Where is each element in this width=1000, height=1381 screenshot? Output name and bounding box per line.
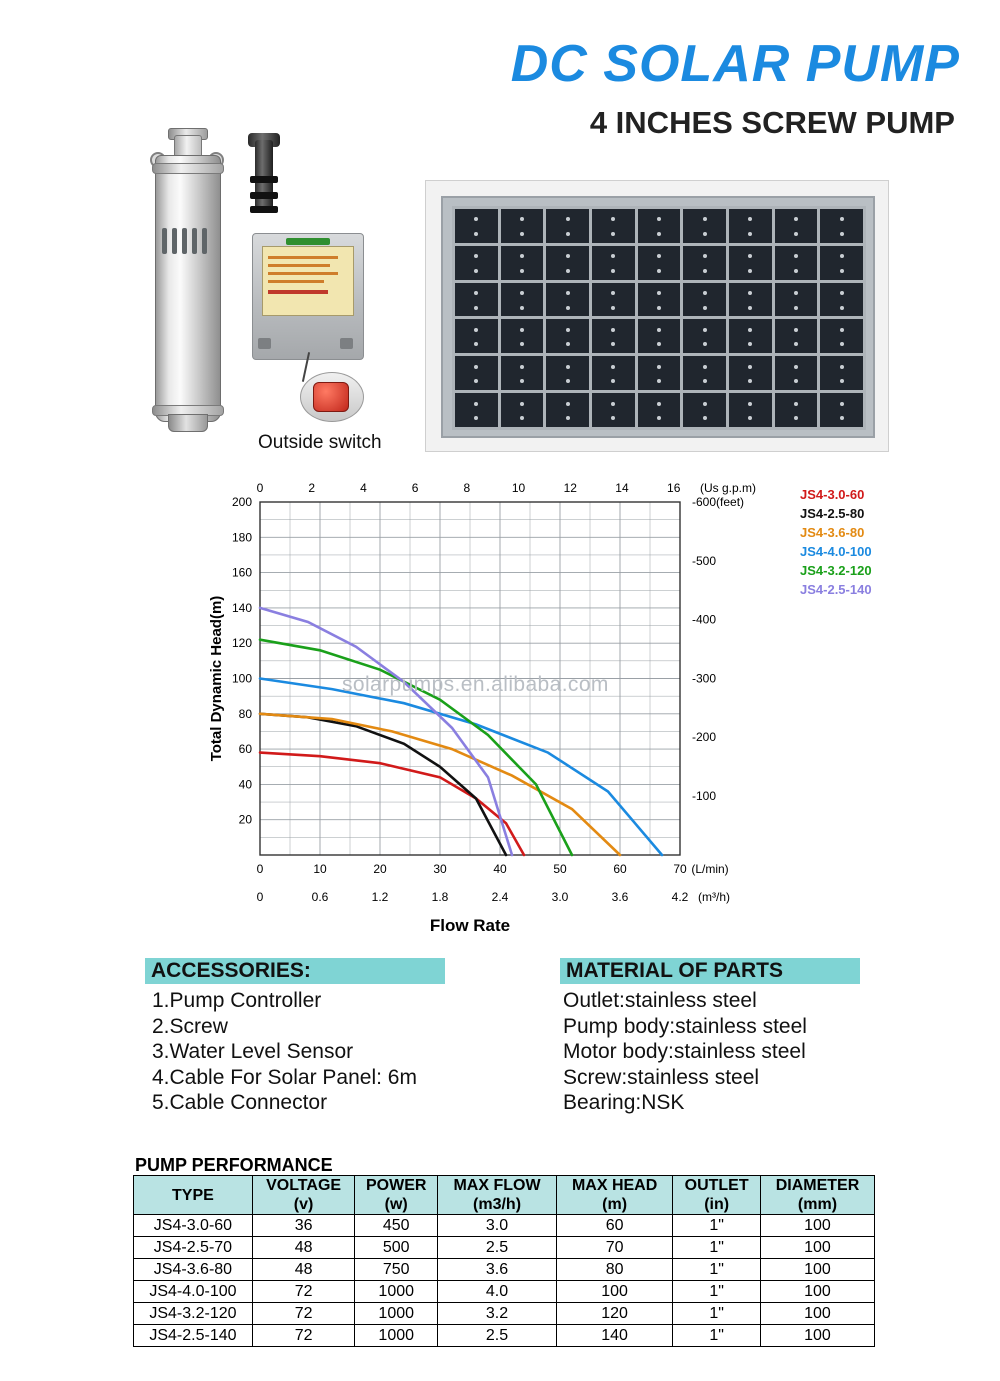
screw-band	[250, 192, 278, 199]
svg-text:4.2: 4.2	[671, 890, 689, 904]
table-cell: 3.6	[438, 1259, 557, 1281]
svg-text:40: 40	[493, 862, 507, 876]
solar-cell	[455, 246, 498, 280]
pump-ring-top	[152, 163, 224, 174]
solar-cell	[592, 356, 635, 390]
solar-cell	[592, 393, 635, 427]
solar-cell	[775, 393, 818, 427]
accessory-item: 4.Cable For Solar Panel: 6m	[152, 1065, 417, 1089]
table-cell: JS4-3.0-60	[134, 1215, 253, 1237]
table-cell: 60	[556, 1215, 672, 1237]
solar-cell	[775, 283, 818, 317]
svg-text:Total Dynamic Head(m): Total Dynamic Head(m)	[208, 595, 225, 762]
material-item: Screw:stainless steel	[563, 1065, 760, 1089]
table-cell: JS4-4.0-100	[134, 1281, 253, 1303]
accessory-item: 2.Screw	[152, 1014, 228, 1038]
controller-led	[286, 238, 330, 245]
material-item: Motor body:stainless steel	[563, 1040, 806, 1063]
table-cell: 140	[556, 1325, 672, 1347]
svg-text:8: 8	[463, 481, 471, 495]
table-cell: 1"	[673, 1325, 761, 1347]
table-row	[134, 1215, 875, 1237]
table-column-header: DIAMETER (mm)	[760, 1176, 874, 1215]
table-column-header: MAX HEAD (m)	[556, 1176, 672, 1215]
pump-slot	[182, 228, 187, 254]
table-cell: 100	[760, 1237, 874, 1259]
svg-text:4: 4	[360, 481, 367, 495]
table-cell: 70	[556, 1237, 672, 1259]
table-cell: 100	[760, 1215, 874, 1237]
svg-text:3.0: 3.0	[551, 890, 569, 904]
solar-cell	[546, 393, 589, 427]
screw-band	[250, 206, 278, 213]
legend-item: JS4-4.0-100	[800, 544, 872, 559]
table-cell: JS4-3.2-120	[134, 1303, 253, 1325]
svg-text:0: 0	[256, 862, 264, 876]
solar-cell	[820, 246, 863, 280]
table-column-header: MAX FLOW (m3/h)	[438, 1176, 557, 1215]
svg-text:1.8: 1.8	[431, 890, 449, 904]
table-cell: 100	[760, 1325, 874, 1347]
solar-cell	[820, 393, 863, 427]
solar-cell	[638, 209, 681, 243]
table-cell: 100	[760, 1281, 874, 1303]
table-column-header: VOLTAGE (v)	[252, 1176, 354, 1215]
svg-text:-300: -300	[692, 671, 717, 686]
svg-text:14: 14	[615, 481, 629, 495]
table-cell: 1"	[673, 1259, 761, 1281]
svg-text:0: 0	[256, 481, 264, 495]
svg-text:6: 6	[411, 481, 419, 495]
accessory-item: 1.Pump Controller	[152, 989, 322, 1012]
svg-text:10: 10	[313, 862, 327, 876]
table-cell: 100	[760, 1303, 874, 1325]
svg-text:60: 60	[613, 862, 627, 876]
solar-cell	[501, 319, 544, 353]
chart-series-JS4-3.0-60	[260, 753, 524, 855]
solar-cell	[592, 319, 635, 353]
table-cell: 36	[252, 1215, 354, 1237]
table-cell: 48	[252, 1259, 354, 1281]
svg-text:Flow Rate: Flow Rate	[429, 916, 511, 935]
svg-text:16: 16	[667, 481, 681, 495]
table-cell: 120	[556, 1303, 672, 1325]
svg-text:(L/min): (L/min)	[691, 862, 729, 876]
svg-text:200: 200	[231, 495, 252, 509]
controller-text-line	[268, 280, 324, 283]
table-cell: 1"	[673, 1215, 761, 1237]
svg-text:-100: -100	[692, 788, 717, 803]
pump-base	[168, 414, 208, 432]
table-cell: 1"	[673, 1281, 761, 1303]
screw-band	[250, 176, 278, 183]
solar-cell	[546, 283, 589, 317]
table-column-header: POWER (w)	[355, 1176, 438, 1215]
svg-text:60: 60	[238, 742, 252, 757]
table-row	[134, 1281, 875, 1303]
controller-text-line	[268, 272, 338, 275]
solar-cell	[501, 209, 544, 243]
page-subtitle: 4 INCHES SCREW PUMP	[589, 105, 955, 140]
pump-slot	[162, 228, 167, 254]
performance-table-title: PUMP PERFORMANCE	[135, 1155, 333, 1175]
solar-cell	[775, 319, 818, 353]
svg-text:(Us g.p.m): (Us g.p.m)	[699, 481, 757, 495]
legend-item: JS4-3.2-120	[800, 563, 872, 578]
solar-cell	[820, 283, 863, 317]
table-cell: 48	[252, 1237, 354, 1259]
table-cell: JS4-2.5-70	[134, 1237, 253, 1259]
table-cell: 100	[760, 1259, 874, 1281]
solar-cell	[729, 209, 772, 243]
svg-text:180: 180	[231, 530, 252, 545]
table-cell: 72	[252, 1303, 354, 1325]
controller-foot	[258, 338, 271, 349]
table-column-header: OUTLET (in)	[673, 1176, 761, 1215]
solar-cell	[546, 209, 589, 243]
solar-cell	[820, 356, 863, 390]
controller-text-line	[268, 256, 338, 259]
svg-text:20: 20	[238, 812, 252, 827]
table-cell: 1000	[355, 1303, 438, 1325]
solar-cell	[729, 283, 772, 317]
accessories-list	[152, 988, 417, 1116]
solar-cell	[729, 356, 772, 390]
materials-heading: MATERIAL OF PARTS	[566, 959, 783, 982]
solar-cell	[638, 319, 681, 353]
pump-body	[155, 155, 221, 422]
solar-cell	[501, 283, 544, 317]
table-cell: 1"	[673, 1237, 761, 1259]
material-item: Bearing:NSK	[563, 1091, 685, 1114]
svg-text:70: 70	[673, 862, 687, 876]
svg-text:-200: -200	[692, 730, 717, 745]
chart-legend	[800, 485, 872, 599]
solar-cell	[775, 209, 818, 243]
pump-slot	[172, 228, 177, 254]
outside-switch-label: Outside switch	[258, 432, 382, 453]
svg-text:-600(feet): -600(feet)	[692, 495, 745, 509]
controller-text-line	[268, 264, 330, 267]
accessories-heading-bar	[145, 958, 445, 984]
svg-text:40: 40	[238, 777, 252, 792]
svg-text:(m³/h): (m³/h)	[698, 890, 730, 904]
solar-cell	[592, 283, 635, 317]
solar-cell	[501, 246, 544, 280]
accessories-heading: ACCESSORIES:	[151, 959, 311, 982]
solar-cell	[638, 393, 681, 427]
solar-cell	[683, 283, 726, 317]
table-cell: 2.5	[438, 1237, 557, 1259]
table-cell: JS4-2.5-140	[134, 1325, 253, 1347]
table-cell: 750	[355, 1259, 438, 1281]
solar-cell	[455, 319, 498, 353]
solar-cell	[455, 356, 498, 390]
solar-cell	[820, 209, 863, 243]
controller-warning-text	[268, 290, 328, 294]
solar-cell	[638, 246, 681, 280]
svg-text:-500: -500	[692, 553, 717, 568]
pump-slot	[202, 228, 207, 254]
svg-text:1.2: 1.2	[371, 890, 389, 904]
table-cell: 3.2	[438, 1303, 557, 1325]
solar-cell	[501, 393, 544, 427]
solar-cell	[455, 393, 498, 427]
svg-text:0.6: 0.6	[311, 890, 329, 904]
table-row	[134, 1303, 875, 1325]
table-cell: 450	[355, 1215, 438, 1237]
switch-rocker	[313, 382, 349, 412]
table-cell: 2.5	[438, 1325, 557, 1347]
solar-cell	[775, 356, 818, 390]
table-cell: 4.0	[438, 1281, 557, 1303]
svg-text:2: 2	[308, 481, 316, 495]
material-item: Outlet:stainless steel	[563, 989, 757, 1012]
materials-heading-bar	[560, 958, 860, 984]
solar-cell	[546, 246, 589, 280]
table-header-row	[134, 1176, 875, 1215]
table-cell: 80	[556, 1259, 672, 1281]
table-row	[134, 1259, 875, 1281]
table-cell: 1000	[355, 1281, 438, 1303]
svg-text:30: 30	[433, 862, 447, 876]
table-cell: 72	[252, 1325, 354, 1347]
table-row	[134, 1325, 875, 1347]
solar-cell	[455, 209, 498, 243]
watermark: solarpumps.en.alibaba.com	[342, 673, 609, 696]
table-cell: 1"	[673, 1303, 761, 1325]
svg-text:80: 80	[238, 706, 252, 721]
solar-panel-cells	[452, 206, 866, 430]
svg-text:100: 100	[231, 671, 252, 686]
solar-cell	[683, 209, 726, 243]
solar-cell	[546, 356, 589, 390]
solar-cell	[546, 319, 589, 353]
svg-text:120: 120	[231, 636, 252, 651]
solar-cell	[729, 393, 772, 427]
materials-list	[563, 988, 807, 1116]
legend-item: JS4-2.5-80	[800, 506, 865, 521]
svg-text:160: 160	[231, 565, 252, 580]
table-row	[134, 1237, 875, 1259]
solar-cell	[683, 319, 726, 353]
solar-cell	[592, 209, 635, 243]
performance-table	[133, 1175, 875, 1347]
solar-cell	[729, 319, 772, 353]
accessory-item: 3.Water Level Sensor	[152, 1040, 354, 1063]
solar-cell	[638, 283, 681, 317]
solar-cell	[501, 356, 544, 390]
page-title: DC SOLAR PUMP	[510, 35, 960, 93]
svg-text:3.6: 3.6	[611, 890, 629, 904]
pump-slot	[192, 228, 197, 254]
table-cell: 3.0	[438, 1215, 557, 1237]
solar-cell	[729, 246, 772, 280]
svg-text:20: 20	[373, 862, 387, 876]
svg-text:12: 12	[563, 481, 577, 495]
legend-item: JS4-3.6-80	[800, 525, 865, 540]
table-cell: 1000	[355, 1325, 438, 1347]
solar-cell	[683, 393, 726, 427]
table-cell: 100	[556, 1281, 672, 1303]
solar-cell	[638, 356, 681, 390]
svg-text:-400: -400	[692, 612, 717, 627]
table-cell: 500	[355, 1237, 438, 1259]
controller-foot	[340, 338, 353, 349]
chart-series-JS4-3.2-120	[260, 640, 572, 855]
solar-cell	[683, 246, 726, 280]
table-cell: JS4-3.6-80	[134, 1259, 253, 1281]
svg-text:2.4: 2.4	[491, 890, 509, 904]
svg-text:50: 50	[553, 862, 567, 876]
legend-item: JS4-2.5-140	[800, 582, 872, 597]
table-column-header: TYPE	[134, 1176, 253, 1215]
svg-text:0: 0	[256, 890, 264, 904]
accessory-item: 5.Cable Connector	[152, 1091, 328, 1114]
solar-cell	[820, 319, 863, 353]
legend-item: JS4-3.0-60	[800, 487, 865, 502]
solar-cell	[775, 246, 818, 280]
solar-cell	[592, 246, 635, 280]
solar-cell	[455, 283, 498, 317]
svg-text:140: 140	[231, 600, 252, 615]
svg-text:10: 10	[511, 481, 526, 495]
solar-cell	[683, 356, 726, 390]
table-cell: 72	[252, 1281, 354, 1303]
material-item: Pump body:stainless steel	[563, 1014, 807, 1038]
